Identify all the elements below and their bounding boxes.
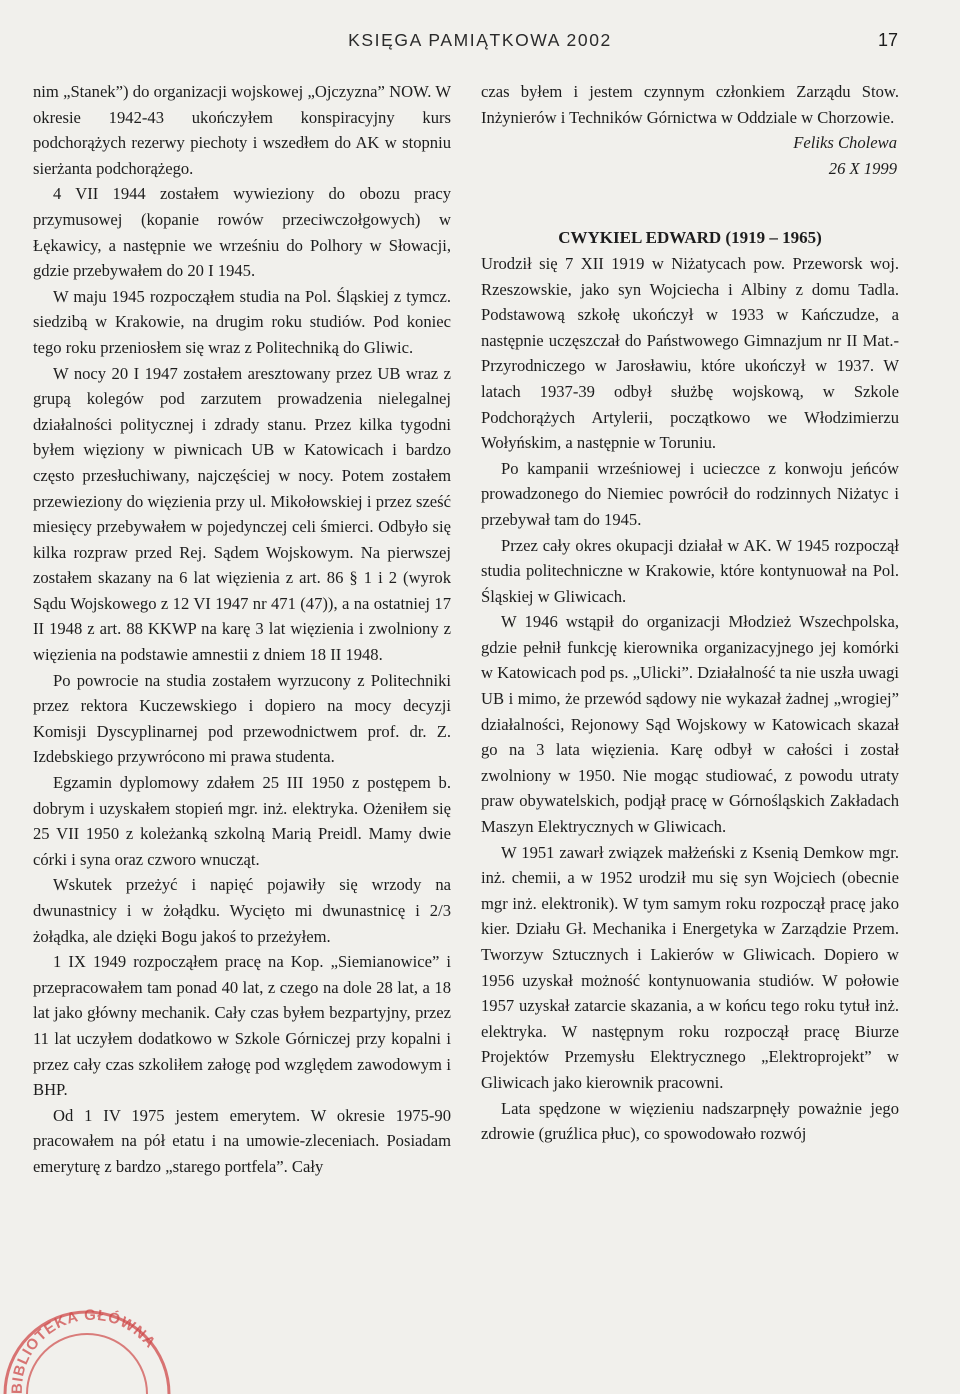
paragraph: nim „Stanek”) do organizacji wojskowej „Ojczyzna” NOW. W okresie 1942-43 ukończyłem konspiracyjny kurs podchorążych rezerwy piechoty i wszedłem do AK w stopniu sierżanta podchorążego. xyxy=(33,82,451,178)
paragraph: Wskutek przeżyć i napięć pojawiły się wrzody na dwunastnicy i w żołądku. Wycięto mi dwunastnicę i 2/3 żołądka, ale dzięki Bogu jakoś to przeżyłem. xyxy=(33,875,451,946)
running-title: KSIĘGA PAMIĄTKOWA 2002 xyxy=(348,30,612,50)
svg-text:BIBLIOTEKA GŁÓWNA xyxy=(9,1307,159,1394)
left-column xyxy=(33,79,451,1180)
page-header xyxy=(0,30,960,54)
page-number: 17 xyxy=(877,30,898,50)
paragraph: Urodził się 7 XII 1919 w Niżatycach pow. Przeworsk woj. Rzeszowskie, jako syn Wojciecha i Albiny z domu Tadla. Podstawową szkołę ukończył w 1933 w Kańczudze, a następnie uczęszczał do Państwowego Gimnazjum nr II Mat.-Przyrodniczego w Jarosławiu, które ukończył w 1937. W latach 1937-39 odbył służbę wojskową, w Szkole Podchorążych Artylerii, początkowo we Włodzimierzu Wołyńskim, a następnie w Toruniu. xyxy=(481,253,899,453)
paragraph: czas byłem i jestem czynnym członkiem Zarządu Stow. Inżynierów i Techników Górnictwa w Oddziale w Chorzowie. xyxy=(481,82,899,127)
paragraph: W maju 1945 rozpocząłem studia na Pol. Śląskiej z tymcz. siedzibą w Krakowie, na drugim roku studiów. Pod koniec tego roku przeniosłem się wraz z Politechniką do Gliwic. xyxy=(33,286,451,357)
paragraph: Lata spędzone w więzieniu nadszarpnęły poważnie jego zdrowie (gruźlica płuc), co spowodowało rozwój xyxy=(481,1098,899,1144)
paragraph: Egzamin dyplomowy zdałem 25 III 1950 z postępem b. dobrym i uzyskałem stopień mgr. inż. elektryka. Ożeniłem się 25 VII 1950 z koleżanką szkolną Marią Preidl. Mamy dwie córki i syna oraz czworo wnucząt. xyxy=(33,773,451,869)
paragraph: Po kampanii wrześniowej i ucieczce z konwoju jeńców prowadzonego do Niemiec powrócił do rodzinnych Niżatyc i przebywał tam do 1945. xyxy=(481,458,899,529)
library-stamp xyxy=(2,1244,172,1394)
paragraph: W 1946 wstąpił do organizacji Młodzież Wszechpolska, gdzie pełnił funkcję kierownika organizacyjnego jej komórki w Katowicach pod ps. „Ulicki”. Działalność ta nie uszła uwagi UB i mimo, że przewód sądowy nie wykazał żadnej „wrogiej” działalności, Rejonowy Sąd Wojskowy w Katowicach skazał go na 3 lata więzienia. Karę odbył w całości i został zwolniony w 1950. Nie mogąc studiować, z powodu utraty praw obywatelskich, podjął pracę w Górnośląskich Zakładach Maszyn Elektrycznych w Gliwicach. xyxy=(481,612,899,837)
bio-heading: CWYKIEL EDWARD (1919 – 1965) xyxy=(558,228,822,248)
signature-name: Feliks Cholewa xyxy=(793,133,897,153)
paragraph: 4 VII 1944 zostałem wywieziony do obozu pracy przymusowej (kopanie rowów przeciwczołgowych) w Łękawicy, a następnie we wrześniu do Polhory w Słowacji, gdzie przebywałem do 20 I 1945. xyxy=(33,184,451,281)
paragraph: W nocy 20 I 1947 zostałem aresztowany przez UB wraz z grupą kolegów pod zarzutem prowadzenia nielegalnej działalności politycznej i zdrady stanu. Przez kilka tygodni byłem więziony w piwnicach UB w Katowicach i bardzo często przesłuchiwany, najczęściej w nocy. Potem zostałem przewieziony do więzienia przy ul. Mikołowskiej i przez sześć miesięcy przebywałem w pojedynczej celi śmierci. Odbyło się kilka rozpraw przed Rej. Sądem Wojskowym. Na pierwszej zostałem skazany na 6 lat więzienia z art. 86 § 1 i 2 (wyrok Sądu Wojskowego z 12 VI 1947 nr 471 (47)), a na ostatniej 17 II 1948 z art. 88 KKWP na karę 3 lat więzienia i zwolniony z więzienia na podstawie amnestii z dniem 18 II 1948. xyxy=(33,363,451,665)
stamp-text: BIBLIOTEKA GŁÓWNA xyxy=(8,1306,160,1394)
paragraph: Od 1 IV 1975 jestem emerytem. W okresie 1975-90 pracowałem na pół etatu i na umowie-zleceniach. Posiadam emeryturę z bardzo „starego portfela”. Cały xyxy=(33,1105,451,1176)
paragraph: W 1951 zawarł związek małżeński z Ksenią Demkow mgr. inż. chemii, a w 1952 urodził mu się syn Wojciech (obecnie mgr inż. elektronik). W tym samym roku rozpoczął pracę jako kier. Działu Gł. Mechanika i Energetyka w Zarządzie Przem. Tworzyw Sztucznych i Lakierów w Gliwicach. Dopiero w 1956 uzyskał możność kontynuowania studiów. W połowie 1957 uzyskał zatarcie skazania, a w końcu tego roku tytuł inż. elektryka. W następnym roku rozpoczął pracę Biurze Projektów Przemysłu Elektrycznego „Elektroprojekt” w Gliwicach jako kierownik pracowni. xyxy=(481,842,899,1092)
signature-date: 26 X 1999 xyxy=(828,158,897,178)
paragraph: Przez cały okres okupacji działał w AK. W 1945 rozpoczął studia politechniczne w Krakowie, które kontynuował na Pol. Śląskiej w Gliwicach. xyxy=(481,535,899,606)
paragraph: 1 IX 1949 rozpocząłem pracę na Kop. „Siemianowice” i przepracowałem tam ponad 40 lat, z czego na dole 28 lat, a 18 lat jako główny mechanik. Cały czas byłem bezpartyjny, przez 11 lat uczyłem dodatkowo w Szkole Górniczej przy kopalni i przez cały czas szkoliłem załogę pod względem zawodowym i BHP. xyxy=(33,952,451,1100)
paragraph: Po powrocie na studia zostałem wyrzucony z Politechniki przez rektora Kuczewskiego i dopiero na mocy decyzji Komisji Dyscyplinarnej pod przewodnictwem prof. dr. Z. Izdebskiego przywrócono mi prawa studenta. xyxy=(33,670,451,767)
right-column xyxy=(481,79,899,1147)
